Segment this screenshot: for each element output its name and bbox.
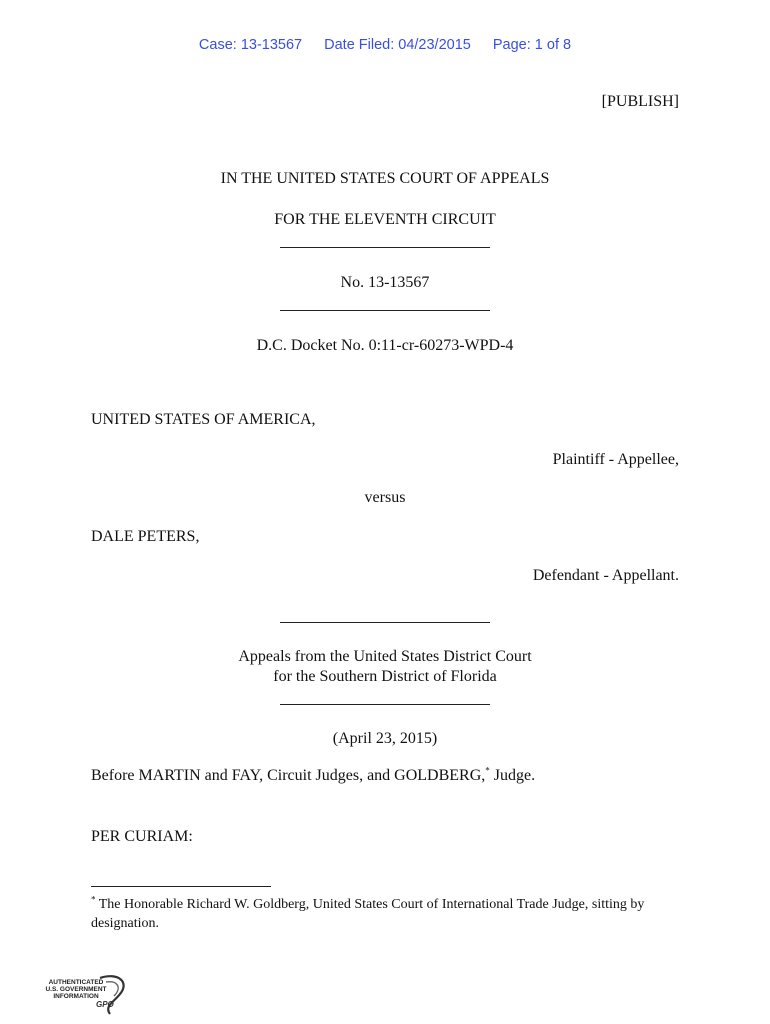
- court-name: IN THE UNITED STATES COURT OF APPEALS: [220, 170, 550, 187]
- svg-text:INFORMATION: INFORMATION: [53, 993, 99, 1000]
- footnote-marker: *: [91, 894, 96, 905]
- divider: [280, 310, 490, 311]
- svg-text:U.S. GOVERNMENT: U.S. GOVERNMENT: [45, 986, 107, 993]
- divider: [280, 704, 490, 705]
- plaintiff-role: Plaintiff - Appellee,: [552, 451, 679, 468]
- versus-text: versus: [364, 489, 406, 506]
- publish-tag: [PUBLISH]: [601, 93, 679, 110]
- filing-header: [0, 37, 770, 53]
- case-number-header: Case: 13-13567: [198, 37, 303, 53]
- plaintiff-name: UNITED STATES OF AMERICA,: [91, 411, 316, 428]
- docket-number: D.C. Docket No. 0:11-cr-60273-WPD-4: [256, 337, 514, 354]
- appeal-origin-line1: Appeals from the United States District Court: [238, 648, 532, 665]
- panel-judges-text: Before MARTIN and FAY, Circuit Judges, and GOLDBERG,: [91, 767, 486, 784]
- date-filed-header: Date Filed: 04/23/2015: [324, 37, 471, 53]
- gpo-authenticated-logo: [40, 972, 132, 1018]
- footnote-marker: *: [485, 765, 490, 776]
- defendant-name: DALE PETERS,: [91, 528, 200, 545]
- divider: [280, 622, 490, 623]
- panel-judges: [91, 767, 535, 785]
- circuit-name: FOR THE ELEVENTH CIRCUIT: [274, 211, 496, 228]
- panel-judges-suffix: Judge.: [489, 767, 536, 784]
- footnote-text: The Honorable Richard W. Goldberg, United States Court of International Trade Judge, sitting by designation.: [91, 897, 645, 931]
- footnote: [91, 895, 691, 933]
- defendant-role: Defendant - Appellant.: [532, 567, 679, 584]
- divider: [280, 247, 490, 248]
- per-curiam-heading: PER CURIAM:: [91, 828, 193, 845]
- appeal-origin-line2: for the Southern District of Florida: [273, 668, 497, 685]
- footnote-rule: [91, 886, 271, 887]
- svg-text:GPO: GPO: [96, 1000, 114, 1009]
- case-number: No. 13-13567: [340, 274, 430, 291]
- page-count-header: Page: 1 of 8: [492, 37, 572, 53]
- svg-text:AUTHENTICATED: AUTHENTICATED: [48, 979, 104, 986]
- decision-date: (April 23, 2015): [332, 730, 438, 747]
